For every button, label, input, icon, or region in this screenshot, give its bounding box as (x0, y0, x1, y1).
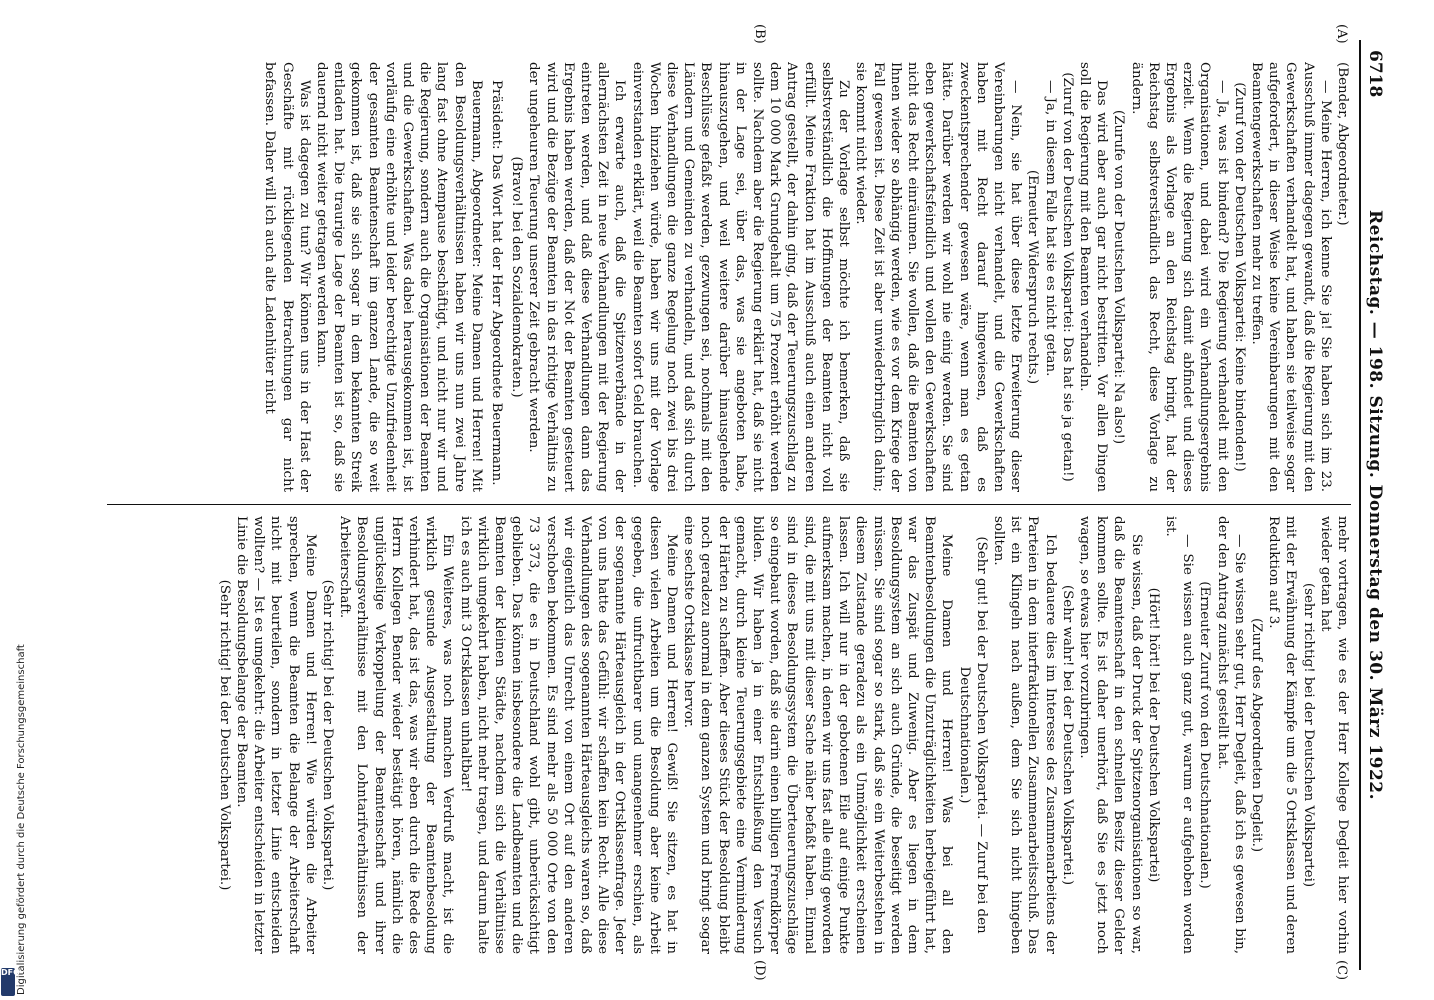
margin-mark-d: (D) (752, 960, 767, 981)
paragraph: Beuermann, Abgeordneter: Meine Damen und Herren! Mit den Besoldungsverhältnissen haben wir uns nun zwei Jahre lang fast ohne Atempause beschäftigt, und nicht nur wir und die Regierung, sondern auch die Organisationen der Beamten und die Gewerkschaften. Was dabei herausgekommen ist, ist vorläufig eine erhöhte und leider berechtigte Unzufriedenheit der gesamten Beamtenschaft im ganzen Lande, die so weit gekommen ist, daß sie sich sogar in dem bekannten Streik entladen hat. Die traurige Lage der Beamten ist so, daß sie dauernd nicht weiter getragen werden kann. (314, 62, 484, 492)
margin-mark-b: (B) (752, 24, 767, 44)
paragraph: — Meine Herren, ich kenne Sie ja! Sie haben sich im 23. Ausschuß immer dagegen gewandt, daß die Regierung mit den Gewerkschaften verhandelt hat, und haben sie teilweise sogar aufgefordert, in dieser Weise keine Vereinbarungen mit den Beamtengewerkschaften mehr zu treffen. (1248, 62, 1333, 492)
interjection: (Zuruf von der Deutschen Volkspartei: Das hat sie ja getan!) (1059, 72, 1075, 482)
interjection: (Sehr richtig! bei der Deutschen Volkspartei.) (320, 579, 336, 891)
paragraph: — Nein, sie hat über diese letzte Erweiterung dieser Vereinbarungen nicht verhandelt, und die Gewerkschaften haben mit Recht darauf hingewiesen, daß es zweckentsprechender gewesen wäre, wenn man es getan hätte. Darüber werden wir wohl nie einig werden. Sie sind eben gewerkschaftsfeindlich und wollen den Gewerkschaften nicht das Recht einräumen. Sie wollen, daß die Beamten von Ihnen wieder so abhängig werden, wie es vor dem Kriege der Fall gewesen ist. Diese Zeit ist aber unwiederbringlich dahin; sie kommt nicht wieder. (853, 62, 1024, 492)
paragraph: Meine Damen und Herren! Gewiß! Sie sitzen, es hat in diesen vielen Arbeiten um die Besoldung aber keine Arbeit gegeben, die unfruchtbarer und unangenehmer erschien, als der sogenannte Härteausgleich in der Ortsklassenfrage. Jeder von uns hatte das Gefühl: wir schaffen kein Recht. Alle diese Verhandlungen des sogenannten Härteausgleichs waren so, daß wir eigentlich das Unrecht von einem Ort auf den anderen verschoben bekommen. Es sind mehr als 50 000 Orte von den 73 373, die es in Deutschland wohl gibt, unberücksichtigt geblieben. Das können insbesondere die Landbeamten und die Beamten der kleinen Städte, nachdem sich die Verhältnisse wirklich umgekehrt haben, nicht mehr tragen, und darum halte ich es auch mit 3 Ortsklassen unhaltbar! (457, 516, 680, 954)
interjection: (Zurufe von der Deutschen Volkspartei: Na also!) (1111, 109, 1127, 445)
document-page (67, 24, 1387, 981)
page-title: Reichstag. — 198. Sitzung. Donnerstag den 30. März 1922. (1365, 209, 1385, 801)
digitization-footer (2, 12, 27, 996)
paragraph: Was ist dagegen zu tun? Wir können uns in der Hast der Geschäfte mit rückliegenden Betrachtungen gar nicht befassen. Daher will ich auch alte Ladenhüter nicht (262, 62, 312, 492)
dfg-logo-icon: DFG (1, 968, 15, 996)
interjection: (Sehr gut! bei der Deutschen Volkspartei. — Zuruf bei den Deutschnationalen.) (956, 536, 989, 934)
margin-mark-c: (C) (1334, 960, 1349, 981)
interjection: (Sehr richtig! bei der Deutschen Volkspartei.) (216, 579, 232, 891)
paragraph: Zu der Vorlage selbst möchte ich bemerken, daß sie selbstverständlich die Hoffnungen der Beamten nicht voll erfüllt. Meine Fraktion hat im Ausschuß auch einen anderen Antrag gestellt, der dahin ging, daß der Teuerungszuschlag zu dem 10 000 Mark Grundgehalt um 75 Prozent erhöht werden sollte. Nachdem aber die Regierung erklärt hat, daß sie nicht in der Lage sei, über das, was sie angeboten habe, hinauszugehen, und weil weitere darüber hinausgehende Beschlüsse gefaßt werden, gezwungen sei, nochmals mit den Ländern und Gemeinden zu verhandeln, und daß sich durch diese Verhandlungen die ganze Regelung noch zwei bis drei Wochen hinziehen würde, haben wir uns mit der Vorlage einverstanden erklärt, weil die Beamten sofort Geld brauchen. (629, 62, 852, 492)
interjection: (Erneuter Zuruf von den Deutschnationalen.) (1197, 581, 1213, 889)
paragraph: Meine Damen und Herren! Was bei all den Beamtenbesoldungen die Unzuträglichkeiten herbeigeführt hat, war das Zuspät und Zuwenig. Aber es liegen in dem Besoldungsystem an sich auch Gründe, die beseitigt werden müssen. Sie sind sogar so stark, daß sie ein Weiterbestehen in diesem Zustande geradezu als ein Unmöglichkeit erscheinen lassen. Ich will nur in der gebotenen Eile auf einige Punkte aufmerksam machen, in denen wir uns fast alle einig geworden sind, die mit uns mit dieser Sache näher befaßt haben. Einmal sind in dieses Besoldungssystem die Überteuerungszuschläge so eingebaut worden, daß sie darin einen billigen Fremdkörper bilden. Wir haben ja in einer Entschließung den Versuch gemacht, durch kleine Teuerungsgebiete eine Verminderung der Härten zu schaffen. Aber dieses Stück der Besoldung bleibt noch geradezu anormal in dem ganzen System und bringt sogar eine sechste Ortsklasse hervor. (681, 516, 955, 954)
paragraph: — Ja, was ist bindend? Die Regierung verhandelt mit den Organisationen, und dabei wird ein Verhandlungsergebnis erzielt. Wenn die Regierung sich damit abfindet und dieses Ergebnis als Vorlage an den Reichstag bringt, hat der Reichstag selbstverständlich das Recht, diese Vorlage zu ändern. (1128, 62, 1230, 492)
paragraph: — Sie wissen auch ganz gut, warum er aufgehoben worden ist. (1162, 516, 1196, 954)
paragraph: Das wird aber auch gar nicht bestritten. Vor allen Dingen soll die Regierung mit den Beamten verhandeln. (1076, 62, 1110, 492)
paragraph: (Bender, Abgeordneter.) (1335, 62, 1350, 226)
paragraph: — Sie wissen sehr gut, Herr Degleit, daß ich es gewesen bin, der den Antrag zunächst gestellt hat. (1214, 516, 1247, 954)
paragraph: Ich erwarte auch, daß die Spitzenverbände in der allernächsten Zeit in neue Verhandlungen mit der Regierung eintreten werden, und daß diese Verhandlungen dann das Ergebnis haben werden, daß der Not der Beamten gesteuert wird und die Bezüge der Beamten in das richtige Verhältnis zu der ungeheuren Teuerung unserer Zeit gebracht werden. (526, 62, 628, 492)
interjection: (Zuruf von der Deutschen Volkspartei: Keine bindenden!) (1231, 82, 1247, 472)
interjection: (Zuruf des Abgeordneten Degleit.) (1248, 617, 1264, 853)
paragraph: mehr vortragen, wie es der Herr Kollege Degleit hier vorhin wieder getan hat (1317, 516, 1350, 954)
paragraph: — Ja, in diesem Falle hat sie es nicht getan. (1042, 80, 1058, 377)
paragraph: Sie wissen, daß der Druck der Spitzenorganisationen so war, daß die Beamtenschaft in den schnellen Besitz dieser Gelder kommen sollte. Es ist daher unerhört, daß Sie es jetzt noch wagen, so etwas hier vorzubringen. (1076, 516, 1144, 954)
interjection: (Erneuter Widerspruch rechts.) (1025, 169, 1041, 385)
page-header (1359, 40, 1387, 970)
paragraph: mit der Erwähnung der Kämpfe um die 5 Ortsklassen und deren Reduktion auf 3. (1266, 516, 1299, 954)
paragraph: Ein Weiteres, was noch manchen Verdruß macht, ist die wirklich gesunde Ausgestaltung der Beamtenbesoldung verhindert hat, das ist das, was wir eben durch die Rede des Herrn Kollegen Bender wieder bestätigt hören, nämlich die unglückselige Verkoppelung der Beamtenschaft und ihrer Besoldungsverhältnisse mit den Lohntarifverhältnissen der Arbeiterschaft. (337, 516, 456, 954)
paragraph: Präsident: Das Wort hat der Herr Abgeordnete Beuermann. (489, 80, 505, 486)
interjection: (Hört! hört! bei der Deutschen Volkspartei) (1145, 587, 1161, 883)
paragraph: Ich bedauere dies im Interesse des Zusammenarbeitens der Parteien in dem interfraktionellen Zusammenarbeitsschuß. Das ist ein Klingeln nach außen, dem Sie sich nicht hingeben sollten. (990, 516, 1058, 954)
column-divider (107, 504, 1351, 505)
interjection: (sehr richtig! bei der Deutschen Volkspartei) (1300, 582, 1316, 888)
interjection: (Sehr wahr! bei der Deutschen Volkspartei.) (1059, 584, 1075, 886)
left-column (67, 62, 1351, 492)
margin-mark-a: (A) (1334, 24, 1349, 44)
page-number: 6718 (1365, 50, 1385, 98)
interjection: (Bravo! bei den Sozialdemokraten.) (509, 156, 525, 398)
funding-credit: Digitalisierung gefördert durch die Deutsche Forschungsgemeinschaft (16, 644, 27, 995)
right-column (67, 516, 1351, 954)
paragraph: Meine Damen und Herren! Wie würden die Arbeiter sprechen, wenn die Beamten die Belange der Arbeiterschaft nicht mit beurteilen, sondern in letzter Linie entscheiden wollten? — Ist es umgekehrt: die Arbeiter entscheiden in letzter Linie die Besoldungsbelange der Beamten. (234, 516, 318, 954)
